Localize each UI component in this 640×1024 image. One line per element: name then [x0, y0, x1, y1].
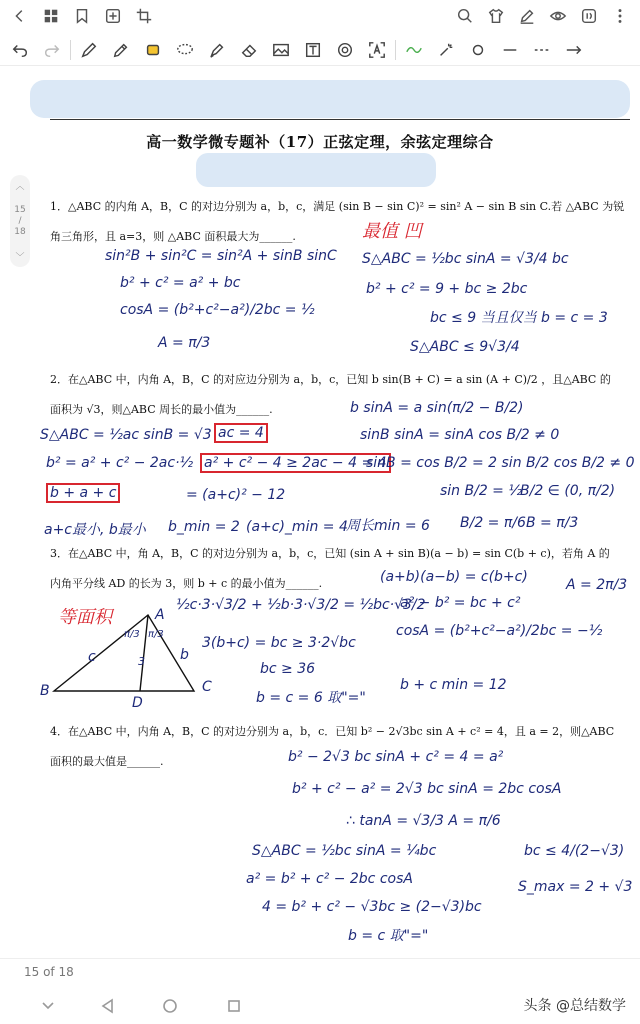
question-2: 2．在△ABC 中，内角 A，B，C 的对应边分别为 a，b，c，已知 b sin(B + C) = a sin (A + C)/2 ，且△ABC 的 面积为 √3，则△ABC 周长的最小值为______.: [50, 373, 611, 416]
add-page-icon[interactable]: [103, 6, 123, 26]
toolbar-divider: [70, 40, 71, 60]
handwritten-note: 等面积: [58, 607, 112, 628]
handwritten-note: cosA = (b²+c²−a²)/2bc = ½: [120, 302, 315, 318]
chevron-up-icon[interactable]: ︿: [15, 182, 25, 192]
eye-icon[interactable]: [548, 6, 568, 26]
chevron-down-icon[interactable]: [40, 998, 56, 1018]
handwritten-note: b² − 2√3 bc sinA + c² = 4 = a²: [288, 749, 504, 765]
question-4: 4．在△ABC 中，内角 A，B，C 的对边分别为 a，b，c．已知 b² − 2√3bc sin A + c² = 4，且 a = 2，则△ABC 面积的最大值是______.: [50, 725, 615, 768]
handwritten-note: S△ABC = ½bc sinA = ¼bc: [252, 843, 437, 859]
vertex-label-b: B: [40, 683, 50, 699]
handwritten-note: b = c 取"=": [348, 928, 429, 944]
handwritten-note: b² + c² = a² + bc: [120, 275, 241, 291]
home-circle-icon[interactable]: [162, 998, 178, 1018]
handwritten-note: a² − b² = bc + c²: [400, 595, 521, 611]
pen-icon[interactable]: [79, 40, 99, 60]
line-icon[interactable]: [500, 40, 520, 60]
handwritten-note: b + a + c: [46, 485, 120, 501]
bisector-length-label: 3: [138, 655, 145, 668]
handwritten-note: 4 = b² + c² − √3bc ≥ (2−√3)bc: [262, 899, 482, 915]
handwritten-note: a+c最小, b最小: [44, 522, 146, 538]
handwritten-note: S_max = 2 + √3: [518, 879, 633, 895]
handwritten-note: sinB sinA = sinA cos B/2 ≠ 0: [360, 427, 560, 443]
page-scroll-indicator[interactable]: [10, 175, 30, 267]
back-triangle-icon[interactable]: [100, 998, 116, 1018]
dash-line-icon[interactable]: [532, 40, 552, 60]
tape-icon[interactable]: [335, 40, 355, 60]
page-counter: 15 / 18: [14, 204, 26, 237]
marker-icon[interactable]: [207, 40, 227, 60]
vertex-label-a: A: [155, 607, 165, 623]
angle-label: π/3: [148, 629, 164, 640]
handwritten-note: S△ABC ≤ 9√3/4: [410, 339, 520, 355]
highlight-block: [30, 80, 630, 118]
question-1: 1．△ABC 的内角 A，B，C 的对边分别为 a，b，c，满足 (sin B − sin C)² = sin² A − sin B sin C.若 △ABC 为锐 角三角形，且 a=3，则 △ABC 面积最大为______.: [50, 200, 625, 243]
handwritten-note: sin²B + sin²C = sin²A + sinB sinC: [105, 248, 337, 264]
handwritten-note: b = c = 6 取"=": [256, 690, 366, 706]
page-title: 高一数学微专题补（17）正弦定理，余弦定理综合: [146, 133, 494, 151]
handwritten-note: b² + c² = 9 + bc ≥ 2bc: [366, 281, 528, 297]
side-label-b: b: [180, 647, 189, 663]
reader-icon[interactable]: [579, 6, 599, 26]
page-indicator-bar: [0, 958, 640, 986]
edit-icon[interactable]: [517, 6, 537, 26]
laser-icon[interactable]: [436, 40, 456, 60]
grid-icon[interactable]: [41, 6, 61, 26]
watermark: 头条 @总结数学: [523, 998, 626, 1014]
highlighter-icon[interactable]: [143, 40, 163, 60]
handwritten-note: b² + c² − a² = 2√3 bc sinA = 2bc cosA: [292, 781, 562, 797]
eraser-icon[interactable]: [239, 40, 259, 60]
ocr-icon[interactable]: [367, 40, 387, 60]
handwritten-note: b sinA = a sin(π/2 − B/2): [350, 400, 524, 416]
handwritten-note: ac = 4: [214, 425, 268, 441]
question-3: 3．在△ABC 中，角 A，B，C 的对边分别为 a，b，c，已知 (sin A + sin B)(a − b) = sin C(b + c)，若角 A 的 内角平分线 AD 的长为 3，则 b + c 的最小值为______.: [50, 547, 610, 590]
handwritten-note: bc ≤ 4/(2−√3): [524, 843, 625, 859]
handwritten-note: b + c min = 12: [400, 677, 507, 693]
handwritten-note: cosA = (b²+c²−a²)/2bc = −½: [396, 623, 603, 639]
side-label-c: c: [88, 649, 96, 665]
header-rule: [50, 119, 630, 120]
handwritten-note: (a+c)_min = 4: [246, 519, 348, 535]
more-icon[interactable]: [610, 6, 630, 26]
handwritten-note: b² = a² + c² − 2ac·½: [46, 455, 194, 471]
text-icon[interactable]: [303, 40, 323, 60]
pencil-icon[interactable]: [111, 40, 131, 60]
handwritten-note: 最值 凹: [362, 221, 422, 242]
annotation-toolbar: [0, 34, 640, 66]
crop-icon[interactable]: [134, 6, 154, 26]
handwritten-note: bc ≥ 36: [260, 661, 316, 677]
handwritten-note: S△ABC = ½ac sinB = √3: [40, 427, 212, 443]
triangle-diagram: [30, 607, 230, 717]
image-icon[interactable]: [271, 40, 291, 60]
document-page[interactable]: [0, 67, 640, 957]
toolbar-divider: [395, 40, 396, 60]
handwritten-note: (a+b)(a−b) = c(b+c): [380, 569, 528, 585]
handwritten-note: b_min = 2: [168, 519, 240, 535]
handwritten-note: S△ABC = ½bc sinA = √3/4 bc: [362, 251, 569, 267]
shirt-icon[interactable]: [486, 6, 506, 26]
vertex-label-c: C: [202, 679, 212, 695]
circle-shape-icon[interactable]: [468, 40, 488, 60]
highlight-block: [196, 153, 436, 187]
recents-square-icon[interactable]: [226, 998, 242, 1018]
page-indicator: 15 of 18: [24, 965, 74, 979]
handwritten-note: a² + c² − 4 ≥ 2ac − 4 = 4: [200, 455, 391, 471]
handwritten-note: = (a+c)² − 12: [186, 487, 286, 503]
vertex-label-d: D: [132, 695, 143, 711]
handwritten-note: a² = b² + c² − 2bc cosA: [246, 871, 413, 887]
bookmark-icon[interactable]: [72, 6, 92, 26]
undo-icon[interactable]: [10, 40, 30, 60]
handwritten-note: bc ≤ 9 当且仅当 b = c = 3: [430, 310, 608, 326]
handwritten-note: 3(b+c) = bc ≥ 3·2√bc: [202, 635, 356, 651]
handwritten-note: A = 2π/3: [566, 577, 628, 593]
chevron-down-icon[interactable]: ﹀: [15, 253, 25, 263]
handwritten-note: B/2 = π/6: [460, 515, 526, 531]
lasso-icon[interactable]: [175, 40, 195, 60]
wave-line-icon[interactable]: [404, 40, 424, 60]
arrow-icon[interactable]: [564, 40, 584, 60]
back-icon[interactable]: [10, 6, 30, 26]
handwritten-note: ∴ tanA = √3/3 A = π/6: [346, 813, 501, 829]
handwritten-note: B/2 ∈ (0, π/2): [520, 483, 616, 499]
angle-label: π/3: [124, 629, 140, 640]
top-app-bar: [0, 0, 640, 32]
handwritten-note: A = π/3: [158, 335, 211, 351]
handwritten-note: sinB = cos B/2 = 2 sin B/2 cos B/2 ≠ 0: [366, 455, 635, 471]
handwritten-note: sin B/2 = ½: [440, 483, 522, 499]
search-icon[interactable]: [455, 6, 475, 26]
handwritten-note: B = π/3: [526, 515, 579, 531]
handwritten-note: 周长min = 6: [346, 518, 430, 534]
redo-icon[interactable]: [42, 40, 62, 60]
handwritten-note: ½c·3·√3/2 + ½b·3·√3/2 = ½bc·√3/2: [176, 597, 426, 613]
